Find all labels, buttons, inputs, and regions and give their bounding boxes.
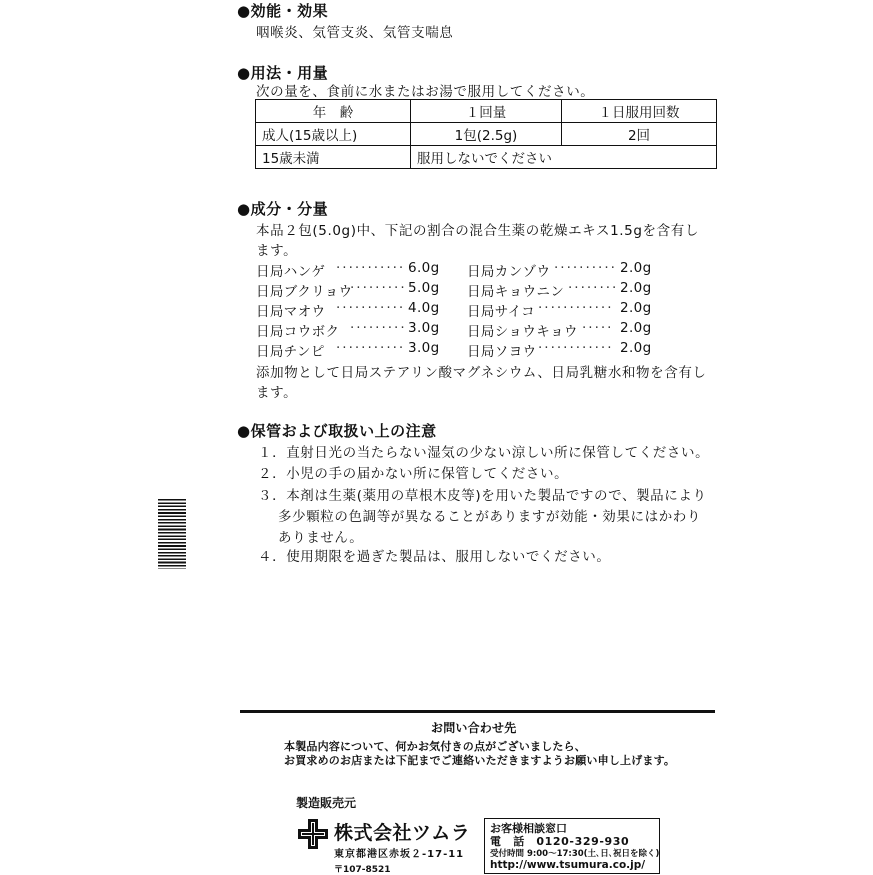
dosage-cell-daily: 2回 <box>562 123 717 146</box>
ingredient-name: 日局マオウ <box>256 304 326 320</box>
ingredient-amount: 2.0g <box>620 300 652 316</box>
barcode-icon <box>158 499 186 569</box>
contact-line-2: お買求めのお店または下記までご連絡いただきますようお願い申し上げます。 <box>284 754 676 767</box>
leader-dots: ····· <box>582 320 614 336</box>
storage-item-2: ２．小児の手の届かない所に保管してください。 <box>258 466 569 482</box>
dosage-cell-age-child: 15歳未満 <box>256 146 411 169</box>
company-postal: 〒107-8521 <box>334 865 391 875</box>
storage-item-3b: 多少顆粒の色調等が異なることがありますが効能・効果にはかわり <box>278 509 701 525</box>
leader-dots: ··········· <box>336 340 406 356</box>
dosage-header-single: １回量 <box>411 100 562 123</box>
dosage-header-row <box>256 100 717 123</box>
ingredient-amount: 3.0g <box>408 340 440 356</box>
ingredient-amount: 6.0g <box>408 260 440 276</box>
dosage-cell-child-note: 服用しないでください <box>411 146 717 169</box>
dosage-header-daily: １日服用回数 <box>562 100 717 123</box>
ingredient-name: 日局ショウキョウ <box>467 324 578 340</box>
company-address: 東京都港区赤坂２-17-11 <box>334 849 465 860</box>
storage-item-3a: ３．本剤は生薬(薬用の草根木皮等)を用いた製品ですので、製品により <box>258 488 707 504</box>
dosage-table <box>255 99 717 169</box>
section-divider <box>240 710 715 713</box>
tsumura-cross-logo-icon <box>298 819 328 849</box>
dosage-row-adult <box>256 123 717 146</box>
contact-line-1: 本製品内容について、何かお気付きの点がございましたら、 <box>284 740 586 753</box>
support-box <box>484 818 660 874</box>
leader-dots: ··········· <box>336 300 406 316</box>
storage-item-4: ４．使用期限を過ぎた製品は、服用しないでください。 <box>258 549 611 565</box>
ingredient-name: 日局ソヨウ <box>467 344 537 360</box>
dosage-title: ●用法・用量 <box>237 64 329 82</box>
ingredient-amount: 2.0g <box>620 320 652 336</box>
storage-title: ●保管および取扱い上の注意 <box>237 422 437 440</box>
ingredient-name: 日局チンピ <box>256 344 325 360</box>
ingredient-amount: 2.0g <box>620 340 652 356</box>
ingredient-amount: 5.0g <box>408 280 440 296</box>
ingredient-name: 日局ハンゲ <box>256 264 326 280</box>
ingredient-name: 日局サイコ <box>467 304 536 320</box>
leader-dots: ············ <box>538 300 614 316</box>
ingredient-amount: 3.0g <box>408 320 440 336</box>
leader-dots: ··········· <box>336 260 406 276</box>
company-name: 株式会社ツムラ <box>334 822 471 844</box>
additive-line-1: 添加物として日局ステアリン酸マグネシウム、日局乳糖水和物を含有し <box>256 365 707 381</box>
dosage-cell-age: 成人(15歳以上) <box>256 123 411 146</box>
ingredient-name: 日局カンゾウ <box>467 264 551 280</box>
leader-dots: ············ <box>538 340 614 356</box>
ingredients-intro-2: ます。 <box>256 243 298 259</box>
ingredients-title: ●成分・分量 <box>237 200 329 218</box>
ingredient-amount: 4.0g <box>408 300 440 316</box>
support-title: お客様相談窓口 <box>490 822 567 835</box>
manufacturer-label: 製造販売元 <box>296 796 357 810</box>
efficacy-title: ●効能・効果 <box>237 2 329 20</box>
dosage-header-age: 年 齢 <box>256 100 411 123</box>
storage-item-1: １．直射日光の当たらない湿気の少ない涼しい所に保管してください。 <box>258 445 710 461</box>
dosage-row-child <box>256 146 717 169</box>
support-phone: 電 話 0120-329-930 <box>490 835 630 848</box>
contact-title: お問い合わせ先 <box>431 721 517 735</box>
ingredient-amount: 2.0g <box>620 260 652 276</box>
ingredient-name: 日局キョウニン <box>467 284 565 300</box>
leader-dots: ········· <box>350 280 407 296</box>
ingredients-intro-1: 本品２包(5.0g)中、下記の割合の混合生薬の乾燥エキス1.5gを含有し <box>256 223 699 239</box>
storage-item-3c: ありません。 <box>278 530 364 546</box>
dosage-intro: 次の量を、食前に水またはお湯で服用してください。 <box>256 84 595 100</box>
leader-dots: ········· <box>350 320 407 336</box>
ingredient-name: 日局コウボク <box>256 324 340 340</box>
leader-dots: ·········· <box>554 260 617 276</box>
additive-line-2: ます。 <box>256 385 298 401</box>
ingredient-name: 日局ブクリョウ <box>256 284 353 300</box>
support-url: http://www.tsumura.co.jp/ <box>490 859 646 871</box>
leader-dots: ········ <box>568 280 619 296</box>
dosage-cell-single: 1包(2.5g) <box>411 123 562 146</box>
support-hours: 受付時間 9:00～17:30(土､日､祝日を除く) <box>490 849 660 859</box>
ingredient-amount: 2.0g <box>620 280 652 296</box>
efficacy-text: 咽喉炎、気管支炎、気管支喘息 <box>256 25 454 41</box>
